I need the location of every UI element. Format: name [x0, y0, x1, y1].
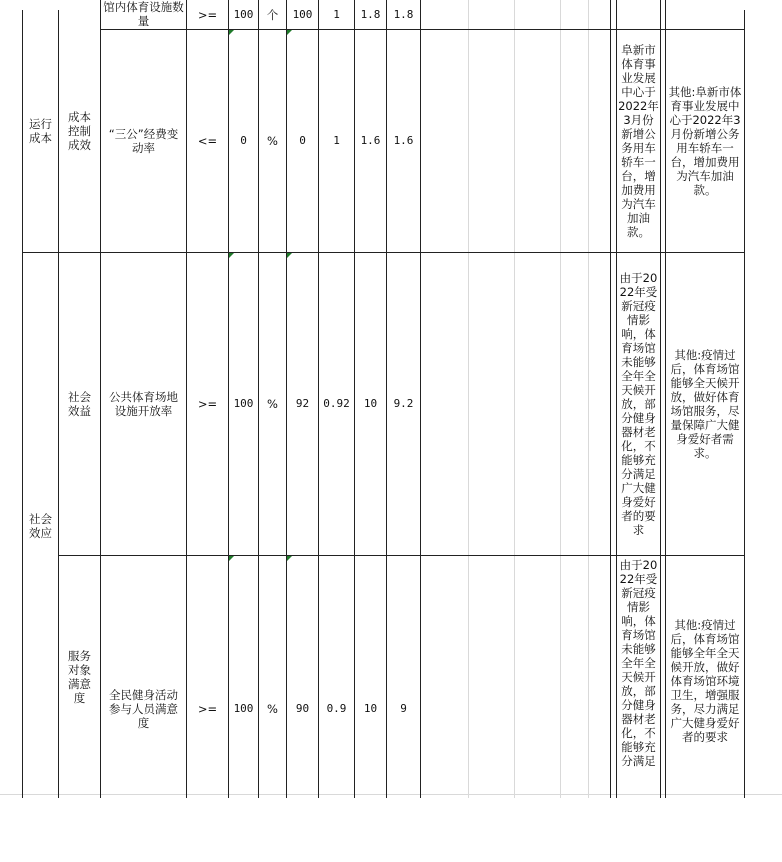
top-row-indicator[interactable]: 馆内体育设施数量: [103, 0, 184, 28]
improvement-note[interactable]: 其他:疫情过后，体育场馆能够全年全天候开放，做好体育场馆环境卫生，增强服务，尽力满足广大健身爱好者的要求: [670, 618, 740, 744]
deviation-reason[interactable]: 由于2022年受新冠疫情影响，体育场馆未能够全年全天候开放，部分健身器材老化，不能够充分满足: [619, 558, 658, 768]
target-value[interactable]: 100: [233, 702, 254, 715]
indicator-participant-satisfaction[interactable]: 全民健身活动参与人员满意度: [109, 688, 178, 730]
top-row-target[interactable]: 100: [233, 7, 254, 21]
top-row-unit[interactable]: 个: [266, 7, 279, 22]
score[interactable]: 9.2: [393, 397, 414, 410]
actual-value[interactable]: 90: [295, 702, 310, 715]
deviation-reason[interactable]: 由于2022年受新冠疫情影响，体育场馆未能够全年全天候开放，部分健身器材老化，不能够充分满足广大健身爱好者的要求: [619, 271, 658, 537]
category-social-effect[interactable]: 社会效应: [29, 511, 52, 540]
operator[interactable]: >=: [197, 702, 218, 716]
top-row-rate[interactable]: 1: [333, 7, 340, 21]
subcategory-cost-control[interactable]: 成本控制成效: [68, 110, 91, 152]
score[interactable]: 1.6: [393, 134, 414, 147]
target-value[interactable]: 100: [233, 397, 254, 410]
weight[interactable]: 10: [363, 702, 378, 715]
target-value[interactable]: 0: [240, 134, 247, 147]
indicator-three-public[interactable]: “三公”经费变动率: [108, 127, 179, 155]
completion-rate[interactable]: 0.9: [326, 702, 347, 715]
indicator-facility-open-rate[interactable]: 公共体育场地设施开放率: [109, 390, 178, 418]
subcategory-satisfaction[interactable]: 服务对象满意度: [68, 649, 91, 705]
unit[interactable]: %: [267, 397, 278, 411]
weight[interactable]: 1.6: [360, 134, 381, 147]
operator[interactable]: >=: [197, 397, 218, 411]
top-row-score[interactable]: 1.8: [393, 7, 414, 21]
unit[interactable]: %: [267, 134, 278, 148]
deviation-reason[interactable]: 阜新市体育事业发展中心于2022年3月份新增公务用车轿车一台，增加费用为汽车加油款。: [618, 43, 659, 239]
top-row-actual[interactable]: 100: [292, 7, 313, 21]
improvement-note[interactable]: 其他:疫情过后，体育场馆能够全天候开放，做好体育场馆服务，尽量保障广大健身爱好者需求。: [670, 348, 740, 460]
weight[interactable]: 10: [363, 397, 378, 410]
unit[interactable]: %: [267, 702, 278, 716]
subcategory-social-benefit[interactable]: 社会效益: [68, 390, 91, 418]
completion-rate[interactable]: 1: [333, 134, 340, 147]
improvement-note[interactable]: 其他:阜新市体育事业发展中心于2022年3月份新增公务用车轿车一台，增加费用为汽车加油款。: [668, 85, 742, 197]
operator[interactable]: <=: [197, 134, 218, 148]
score[interactable]: 9: [400, 702, 407, 715]
actual-value[interactable]: 0: [299, 134, 306, 147]
top-row-weight[interactable]: 1.8: [360, 7, 381, 21]
actual-value[interactable]: 92: [295, 397, 310, 410]
category-operating-cost[interactable]: 运行成本: [29, 117, 52, 145]
completion-rate[interactable]: 0.92: [323, 397, 350, 410]
top-row-operator[interactable]: >=: [197, 7, 218, 22]
